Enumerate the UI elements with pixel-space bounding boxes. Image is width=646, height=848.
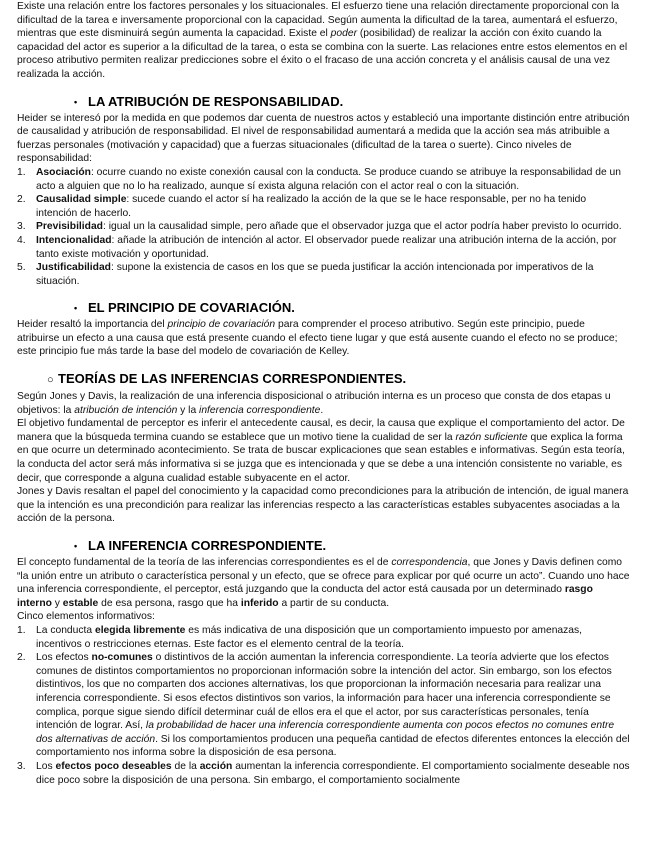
bullet-icon: • (74, 303, 78, 314)
bullet-icon: • (74, 541, 78, 551)
list-item: 4. Intencionalidad: añade la atribución de intención al actor. El observador puede realizar una atribución interna de la acción, por tanto existe motivación y oportunidad. (17, 234, 617, 260)
section-heading-theories: ○ TEORÍAS DE LAS INFERENCIAS CORRESPONDIENTES. (47, 371, 407, 387)
circle-bullet-icon: ○ (47, 374, 54, 387)
list-item: 2. Causalidad simple: sucede cuando el actor sí ha realizado la acción de la que se le hace responsable, per no ha tenido intención de hacerlo. (17, 194, 587, 219)
responsibility-paragraph: Heider se interesó por la medida en que podemos dar cuenta de nuestros actos y estableció una importante distinción entre atribución de causalidad y atribución de responsabilidad. El nivel de responsabilidad aumentará a medida que la acción sea más atribuible a fuerzas personales (motivación y capacidad) que a fuerzas situacionales (dificultad de la tarea o suerte). Cinco niveles de responsabilidad: (17, 112, 630, 165)
section-heading-responsibility: • LA ATRIBUCIÓN DE RESPONSABILIDAD. (74, 93, 344, 109)
theories-paragraph-1: Según Jones y Davis, la realización de una inferencia disposicional o atribución interna es un proceso que consta de dos etapas u objetivos: la atribución de intención y la inferencia correspondiente. (17, 391, 611, 416)
inference-paragraph-2: Cinco elementos informativos: (17, 611, 155, 623)
list-item: 1. La conducta elegida libremente es más indicativa de una disposición que un comportamiento impuesto por amenazas, incentivos o restricciones eternas. Este factor es el elemento central de la teoría. (17, 624, 583, 650)
covariation-paragraph: Heider resaltó la importancia del principio de covariación para comprender el proceso atributivo. Según este principio, puede atribuirse un efecto a una causa que está presente cuando el efecto tiene lugar y que está ausente cuando el efecto no se produce; este principio fue más tarde la base del modelo de covariación de Kelley. (17, 319, 618, 358)
section-heading-covariation: • EL PRINCIPIO DE COVARIACIÓN. (74, 300, 295, 316)
list-item: 3. Previsibilidad: igual un la causalidad simple, pero añade que el observador juzga que el actor podría haber previsto lo ocurrido. (17, 221, 622, 233)
list-item: 2. Los efectos no-comunes o distintivos de la acción aumentan la inferencia correspondiente. La teoría advierte que los efectos comunes de distintos comportamientos no proporcionan información sobre la intención del actor. Sin embargo, son los efectos distintivos, los que no comparten dos acciones alternativas, los que proporcionan la información necesaria para realizar una inferencia correspondiente. Si esos efectos distintivos son varios, la información para hacer una inferencia correspondiente se complica, porque sigue siendo difícil determinar cuál de ellos era el que el actor, por sus características personales, tenía intención de lograr. Así, la probabilidad de hacer una inferencia correspondiente aumenta con pocos efectos no comunes entre dos alternativas de acción. Si los comportamientos producen una pequeña cantidad de efectos diferentes entonces la elección del comportamiento nos informa sobre la disposición de esa persona. (17, 652, 630, 759)
list-item: 5. Justificabilidad: supone la existencia de casos en los que se pueda justificar la acción intencionada por imperativos de la situación. (17, 262, 594, 287)
list-item: 1. Asociación: ocurre cuando no existe conexión causal con la conducta. Se produce cuando se atribuye la responsabilidad de un acto a alguien que no lo ha realizado, aunque sí exista alguna relación con el actor real o con la situación. (17, 166, 622, 192)
bullet-icon: • (74, 96, 78, 107)
informative-elements-list (17, 624, 630, 787)
list-item: 3. Los efectos poco deseables de la acción aumentan la inferencia correspondiente. El comportamiento socialmente deseable nos dice poco sobre la disposición de una persona. Sin embargo, el comportamiento socialmente (17, 760, 630, 786)
intro-paragraph: Existe una relación entre los factores personales y los situacionales. El esfuerzo tiene una relación directamente proporcional con la dificultad de la tarea e inversamente proporcional con la capacidad. Según aumenta la dificultad de la tarea, aumentará el esfuerzo, mientras que este disminuirá según aumenta la capacidad. Existe el poder (posibilidad) de realizar la acción con éxito cuando la capacidad del actor es superior a la dificultad de la tarea, o esta se combina con la suerte. Las relaciones entre estos elementos en el proceso atributivo permiten realizar predicciones sobre el éxito o el fracaso de una acción concreta y el análisis causal de una vez realizada la acción. (17, 1, 628, 80)
theories-paragraph-3: Jones y Davis resaltan el papel del conocimiento y la capacidad como precondiciones para la atribución de intención, de igual manera que la intención es una precondición para realizar las inferencias respecto a las características estables subyacentes asociadas a la acción de la persona. (17, 486, 629, 525)
responsibility-levels-list (17, 166, 630, 288)
inference-paragraph: El concepto fundamental de la teoría de las inferencias correspondientes es el de correspondencia, que Jones y Davis definen como “la unión entre un atributo o característica personal y un efecto, que se ofrece para explicar por qué ocurre un acto”. Cuando uno hace una inferencia correspondiente, el perceptor, está juzgando que la conducta del actor está causada por un determinado rasgo interno y estable de esa persona, rasgo que ha inferido a partir de su conducta. (17, 557, 630, 609)
theories-paragraph-2: El objetivo fundamental de perceptor es inferir el antecedente causal, es decir, la causa que explique el comportamiento del actor. De manera que la búsqueda termina cuando se establece que un motivo tiene la cualidad de ser la razón suficiente que explica la forma en que ocurre un determinado acontecimiento. Se trata de buscar explicaciones que sean estables e informativas. Según esta teoría, la conducta del actor será más informativa si se juzga que es intencionada y que se debe a una intención consistente no variable, es decir, que corresponde a alguna cualidad estable subyacente en el actor. (17, 418, 625, 484)
section-heading-inference: • LA INFERENCIA CORRESPONDIENTE. (74, 538, 327, 553)
